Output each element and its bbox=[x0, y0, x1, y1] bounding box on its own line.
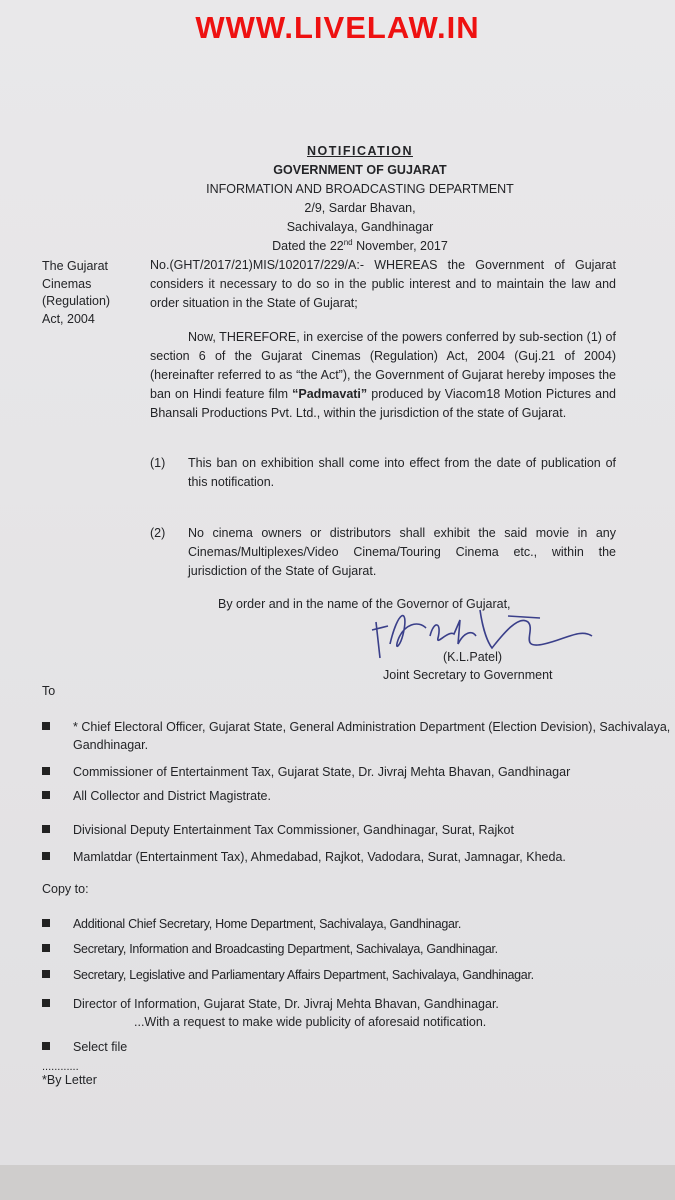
clause-text: No cinema owners or distributors shall exhibit the said movie in any Cinemas/Multiplexes/Video Cinema/Touring Cinema etc., within the jurisdiction of the State of Gujarat. bbox=[188, 526, 616, 578]
bullet-icon bbox=[42, 999, 50, 1007]
bullet-icon bbox=[42, 919, 50, 927]
list-item-text: Divisional Deputy Entertainment Tax Commissioner, Gandhinagar, Surat, Rajkot bbox=[73, 823, 514, 837]
list-item bbox=[42, 940, 675, 958]
bullet-icon bbox=[42, 970, 50, 978]
list-item-text: All Collector and District Magistrate. bbox=[73, 789, 271, 803]
page-bottom-edge bbox=[0, 1165, 675, 1200]
film-name: “Padmavati” bbox=[292, 387, 368, 401]
list-item bbox=[42, 718, 675, 754]
margin-note bbox=[42, 258, 132, 328]
list-item bbox=[42, 848, 675, 866]
list-item-text: Select file bbox=[73, 1040, 128, 1054]
list-item bbox=[42, 787, 675, 805]
department-name: INFORMATION AND BROADCASTING DEPARTMENT bbox=[206, 182, 514, 196]
bullet-icon bbox=[42, 1042, 50, 1050]
list-item-text: Mamlatdar (Entertainment Tax), Ahmedabad, Rajkot, Vadodara, Surat, Jamnagar, Kheda. bbox=[73, 850, 566, 864]
notification-title: NOTIFICATION bbox=[307, 144, 413, 158]
list-item-text: Commissioner of Entertainment Tax, Gujarat State, Dr. Jivraj Mehta Bhavan, Gandhinagar bbox=[73, 765, 571, 779]
margin-note-line: (Regulation) bbox=[42, 294, 111, 308]
notification-date: Dated the 22nd November, 2017 bbox=[272, 237, 448, 253]
list-item bbox=[42, 915, 675, 933]
request-note: ...With a request to make wide publicity of aforesaid notification. bbox=[134, 1015, 487, 1029]
list-item bbox=[42, 966, 675, 984]
to-heading: To bbox=[42, 684, 56, 698]
list-item-text: Director of Information, Gujarat State, Dr. Jivraj Mehta Bhavan, Gandhinagar. bbox=[73, 997, 499, 1011]
list-item bbox=[42, 995, 675, 1031]
list-item-text: Secretary, Legislative and Parliamentary Affairs Department, Sachivalaya, Gandhinagar. bbox=[73, 968, 534, 982]
clause-text: This ban on exhibition shall come into effect from the date of publication of this notification. bbox=[188, 456, 616, 489]
clause-number: (2) bbox=[150, 526, 166, 540]
clause-item bbox=[150, 454, 616, 492]
list-item-text: Additional Chief Secretary, Home Department, Sachivalaya, Gandhinagar. bbox=[73, 917, 462, 931]
list-item bbox=[42, 763, 675, 781]
bullet-icon bbox=[42, 944, 50, 952]
list-item bbox=[42, 821, 675, 839]
bullet-icon bbox=[42, 722, 50, 730]
margin-note-line: Act, 2004 bbox=[42, 311, 95, 326]
therefore-paragraph: Now, THEREFORE, in exercise of the powers conferred by sub-section (1) of section 6 of the Gujarat Cinemas (Regulation) Act, 2004 (Guj.21 of 2004) (hereinafter referred to as “the Act”), the Government of Gujarat hereby imposes the ban on Hindi feature film “Padmavati” produced by Viacom18 Motion Pictures and Bhansali Productions Pvt. Ltd., within the jurisdiction of the state of Gujarat. bbox=[150, 330, 616, 420]
order-line: By order and in the name of the Governor of Gujarat, bbox=[218, 597, 511, 611]
bullet-icon bbox=[42, 852, 50, 860]
footnote: *By Letter bbox=[42, 1073, 97, 1087]
list-item-text: Secretary, Information and Broadcasting Department, Sachivalaya, Gandhinagar. bbox=[73, 942, 498, 956]
dotted-separator: ............ bbox=[42, 1061, 79, 1073]
address-line-2: Sachivalaya, Gandhinagar bbox=[286, 220, 434, 234]
list-item-text: * Chief Electoral Officer, Gujarat State, General Administration Department (Election Devision), Sachivalaya, Gandhinagar. bbox=[73, 720, 671, 752]
margin-note-line: Cinemas bbox=[42, 276, 92, 291]
bullet-icon bbox=[42, 791, 50, 799]
bullet-icon bbox=[42, 825, 50, 833]
whereas-paragraph: No.(GHT/2017/21)MIS/102017/229/A:- WHEREAS the Government of Gujarat considers it necessary to do so in the public interest and to maintain the law and order situation in the State of Gujarat; bbox=[150, 258, 616, 310]
margin-note-line: The Gujarat bbox=[42, 259, 109, 273]
address-line-1: 2/9, Sardar Bhavan, bbox=[304, 201, 416, 215]
watermark: WWW.LIVELAW.IN bbox=[195, 10, 480, 45]
clause-item bbox=[150, 524, 616, 581]
signatory-name: (K.L.Patel) bbox=[443, 650, 503, 664]
bullet-icon bbox=[42, 767, 50, 775]
government-name: GOVERNMENT OF GUJARAT bbox=[273, 163, 447, 177]
clause-number: (1) bbox=[150, 456, 166, 470]
notification-header bbox=[150, 142, 570, 256]
list-item bbox=[42, 1038, 675, 1056]
signatory-designation: Joint Secretary to Government bbox=[383, 668, 553, 682]
copy-to-heading: Copy to: bbox=[42, 882, 89, 896]
